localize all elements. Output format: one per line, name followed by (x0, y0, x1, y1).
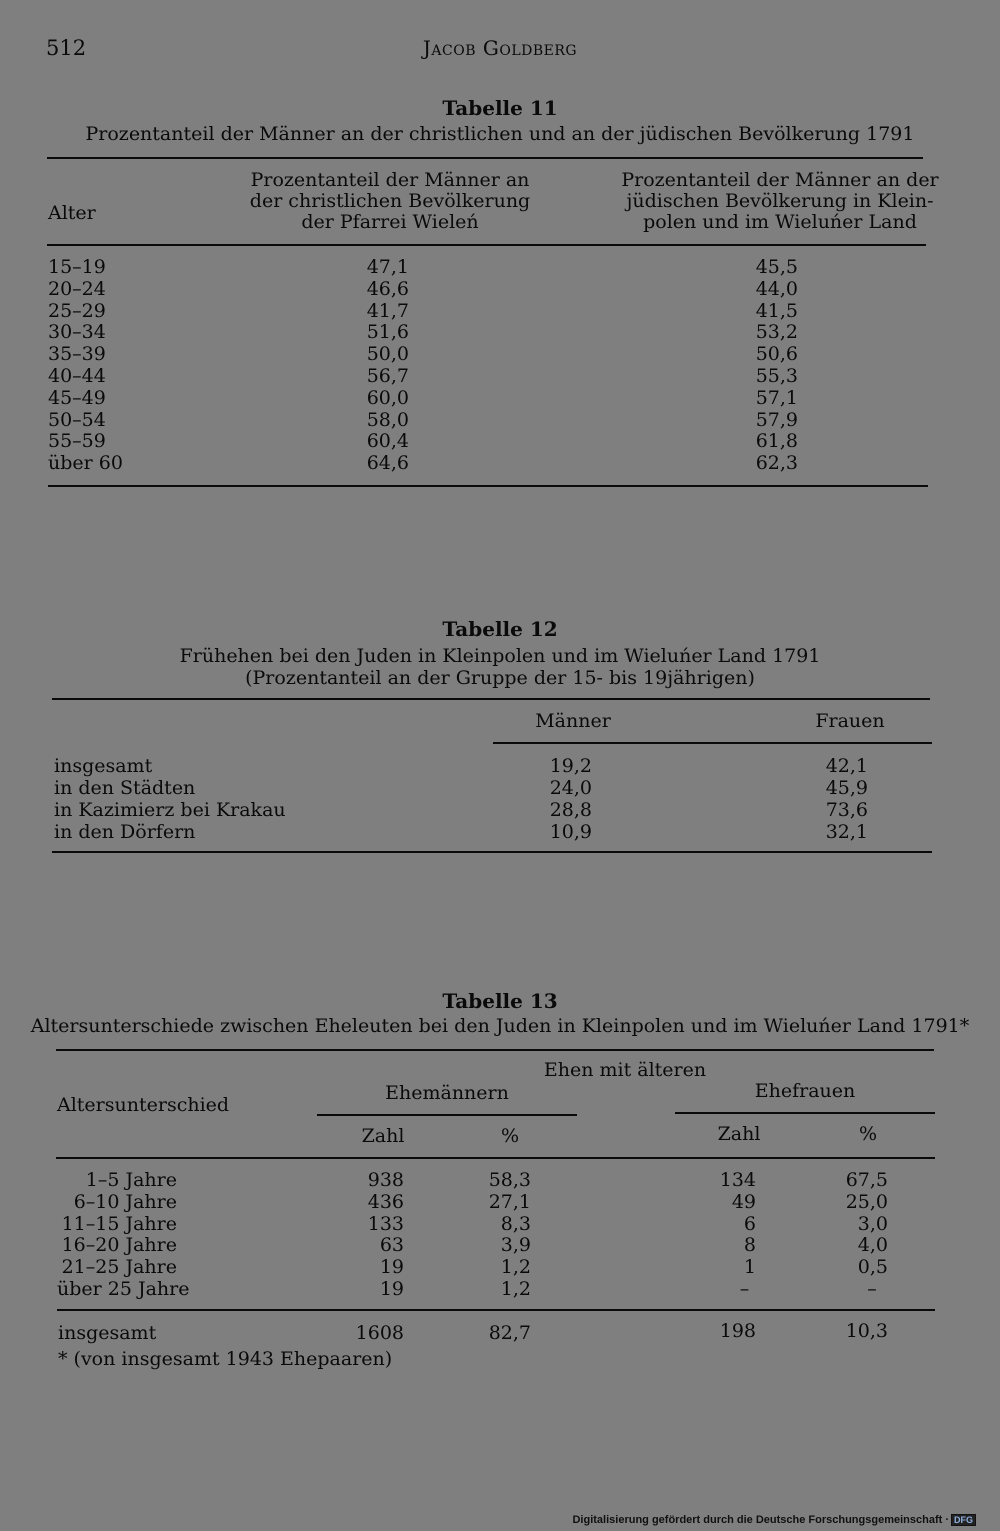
table13-women-pct: 4,0 (857, 1234, 888, 1257)
table13-men-rule (317, 1114, 577, 1116)
table13-total-men-pct: 82,7 (488, 1322, 531, 1344)
table11-age: 55–59 (48, 430, 106, 453)
page-number: 512 (46, 36, 87, 60)
table11-age: 30–34 (48, 321, 106, 344)
table13-total-rule (57, 1309, 935, 1311)
table13-men-zahl: 938 (367, 1169, 404, 1191)
table13-men-zahl: 19 (379, 1278, 404, 1300)
footer-text: Digitalisierung gefördert durch die Deutsche Forschungsgemeinschaft · (572, 1514, 949, 1526)
table11-age: 50–54 (48, 408, 106, 431)
table11-christian-value: 50,0 (366, 343, 409, 366)
table11-col1-line: der christlichen Bevölkerung (249, 190, 531, 212)
table13-men-pct: 3,9 (500, 1234, 531, 1257)
table11-jewish-value: 44,0 (755, 277, 798, 300)
table11-header-rule (47, 244, 926, 246)
table12-row-label: insgesamt (54, 755, 153, 777)
table12-subtitle-2: (Prozentanteil an der Gruppe der 15- bis 19jährigen) (245, 667, 755, 689)
table13-women-pct: 67,5 (845, 1169, 888, 1191)
table13-women-zahl: 1 (743, 1256, 756, 1279)
table11-christian-value: 51,6 (366, 321, 409, 344)
table13-men-zahl: 63 (379, 1234, 404, 1257)
table11-subtitle: Prozentanteil der Männer an der christlichen und an der jüdischen Bevölkerung 1791 (85, 123, 915, 145)
table13-row-label: 11–15 Jahre (61, 1212, 177, 1235)
table12-col-women: Frauen (815, 710, 885, 732)
table11-christian-value: 41,7 (366, 299, 409, 322)
table13-women-pct: 25,0 (845, 1190, 888, 1213)
table13-col-pct-women: % (858, 1123, 878, 1145)
table12-women-value: 73,6 (825, 799, 868, 821)
table11-age: 25–29 (48, 299, 106, 322)
table13-group-women: Ehefrauen (754, 1080, 856, 1102)
table13-total-label: insgesamt (58, 1322, 157, 1344)
table13-total-women-pct: 10,3 (845, 1320, 888, 1342)
table12-bottom-rule (52, 851, 932, 853)
table13-col-pct-men: % (500, 1125, 520, 1147)
table11-age: 20–24 (48, 277, 106, 300)
table11-col1-line: der Pfarrei Wieleń (301, 211, 479, 233)
table13-men-pct: 1,2 (500, 1256, 531, 1279)
table12-row-label: in den Städten (54, 777, 196, 799)
table13-col-diff: Altersunterschied (57, 1094, 230, 1116)
dfg-logo: DFG (951, 1514, 976, 1526)
table13-top-rule (56, 1049, 934, 1051)
digitization-footer (572, 1514, 976, 1526)
table13-women-zahl: 8 (743, 1234, 756, 1257)
running-head: Jacob Goldberg (422, 36, 578, 60)
table11-top-rule (47, 157, 923, 159)
table12-women-value: 45,9 (825, 777, 868, 799)
table13-row-label: 1–5 Jahre (85, 1169, 177, 1191)
table11-age: 45–49 (48, 386, 106, 409)
table11-col2-line: Prozentanteil der Männer an der (621, 169, 939, 191)
table12-women-value: 32,1 (825, 821, 868, 843)
table11-col1-line: Prozentanteil der Männer an (250, 169, 530, 191)
table12-col-men: Männer (535, 710, 611, 732)
table12-row-label: in Kazimierz bei Krakau (54, 799, 286, 821)
table13-group-men: Ehemännern (385, 1082, 509, 1104)
table11-age: 40–44 (48, 365, 106, 387)
table12-title: Tabelle 12 (442, 617, 558, 641)
table13-subtitle: Altersunterschiede zwischen Eheleuten bei den Juden in Kleinpolen und im Wieluńer Land 1791* (30, 1015, 970, 1037)
table13-women-pct: 0,5 (857, 1256, 888, 1279)
table13-col-zahl-men: Zahl (361, 1125, 405, 1147)
table13-row-label: 6–10 Jahre (73, 1190, 177, 1213)
table11-col2-header (620, 170, 940, 233)
table12-men-value: 10,9 (549, 821, 592, 843)
table11-col1-header (240, 170, 540, 233)
table11-col2-line: jüdischen Bevölkerung in Klein- (626, 190, 934, 212)
table13-women-pct: 3,0 (857, 1212, 888, 1235)
table13-women-zahl: – (739, 1278, 750, 1300)
table12-men-value: 19,2 (549, 755, 592, 777)
table13-title: Tabelle 13 (442, 989, 558, 1013)
table13-women-zahl: 6 (743, 1212, 756, 1235)
table11-jewish-value: 62,3 (755, 452, 798, 475)
table12-header-rule (493, 742, 932, 744)
table11-title: Tabelle 11 (442, 96, 558, 120)
table13-men-zahl: 133 (367, 1212, 404, 1235)
table11-christian-value: 60,0 (366, 386, 409, 409)
table11-christian-value: 56,7 (366, 365, 409, 387)
table13-women-pct: – (867, 1278, 877, 1300)
table13-men-pct: 58,3 (488, 1169, 531, 1191)
table12-top-rule (52, 698, 930, 700)
table13-women-zahl: 49 (731, 1190, 756, 1213)
table13-men-pct: 8,3 (500, 1212, 531, 1235)
table11-jewish-value: 53,2 (755, 321, 798, 344)
table13-row-label: 21–25 Jahre (61, 1256, 177, 1279)
table12-men-value: 24,0 (549, 777, 592, 799)
table13-men-pct: 1,2 (500, 1278, 531, 1300)
table11-jewish-value: 57,1 (755, 386, 798, 409)
table11-jewish-value: 41,5 (755, 299, 798, 322)
table12-men-value: 28,8 (549, 799, 592, 821)
table12-row-label: in den Dörfern (54, 821, 196, 843)
table11-jewish-value: 57,9 (755, 408, 798, 431)
table11-jewish-value: 61,8 (755, 430, 798, 453)
table12-women-value: 42,1 (825, 755, 868, 777)
table13-row-label: über 25 Jahre (57, 1278, 190, 1300)
table11-christian-value: 46,6 (366, 277, 409, 300)
table13-col-zahl-women: Zahl (717, 1123, 761, 1145)
table13-group-header: Ehen mit älteren (543, 1059, 707, 1081)
table13-header-rule (56, 1157, 935, 1159)
table11-jewish-value: 45,5 (755, 256, 798, 278)
table11-christian-value: 60,4 (366, 430, 409, 453)
table11-jewish-value: 55,3 (755, 365, 798, 387)
table11-christian-value: 64,6 (366, 452, 409, 475)
table11-jewish-value: 50,6 (755, 343, 798, 366)
table13-men-zahl: 436 (367, 1190, 404, 1213)
table11-col2-line: polen und im Wieluńer Land (643, 211, 917, 233)
table11-christian-value: 58,0 (366, 408, 409, 431)
table13-row-label: 16–20 Jahre (61, 1234, 177, 1257)
table13-total-women-zahl: 198 (719, 1320, 756, 1342)
table11-bottom-rule (48, 485, 928, 487)
table12-subtitle-1: Frühehen bei den Juden in Kleinpolen und im Wieluńer Land 1791 (179, 645, 821, 667)
table11-age: über 60 (48, 452, 123, 475)
table13-women-rule (675, 1112, 935, 1114)
table13-footnote: * (von insgesamt 1943 Ehepaaren) (58, 1348, 393, 1370)
table13-total-men-zahl: 1608 (355, 1322, 404, 1344)
table11-christian-value: 47,1 (366, 256, 409, 278)
table11-age: 15–19 (48, 256, 106, 278)
table13-men-zahl: 19 (379, 1256, 404, 1279)
table11-age: 35–39 (48, 343, 106, 366)
table13-men-pct: 27,1 (488, 1190, 531, 1213)
table13-women-zahl: 134 (719, 1169, 756, 1191)
table11-col-age: Alter (48, 202, 96, 224)
